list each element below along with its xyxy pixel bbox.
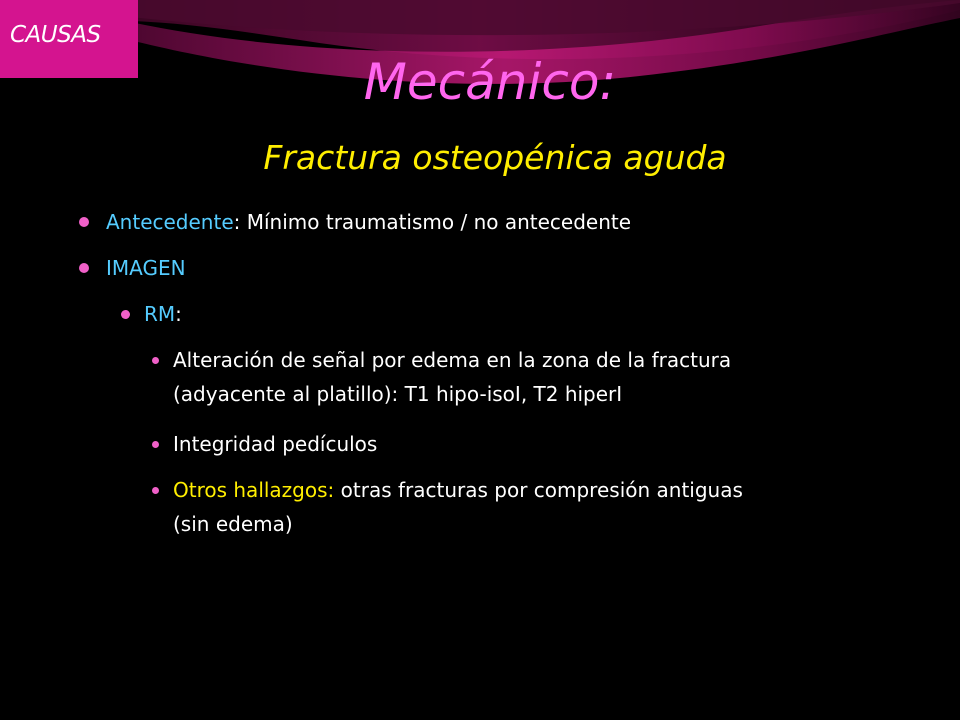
alteracion-line-2: (adyacente al platillo): T1 hipo-isoI, T2 hiperI	[173, 382, 623, 406]
antecedente-text: : Mínimo traumatismo / no antecedente	[233, 210, 632, 234]
list-item-rm	[144, 297, 182, 331]
bullet-dot-icon	[121, 310, 130, 319]
list-item-imagen	[106, 251, 186, 285]
list-item-antecedente	[106, 205, 631, 239]
bullet-dot-icon	[152, 441, 159, 448]
otros-line-2: (sin edema)	[173, 512, 293, 536]
rm-key: RM	[144, 302, 176, 326]
integridad-label: Integridad pedículos	[173, 432, 378, 456]
imagen-label: IMAGEN	[106, 256, 186, 280]
bullet-dot-icon	[152, 487, 159, 494]
bullet-dot-icon	[79, 217, 89, 227]
rm-text: :	[175, 302, 182, 326]
list-item-integridad	[173, 427, 377, 461]
slide-subtitle: Fractura osteopénica aguda	[263, 138, 727, 177]
bullet-dot-icon	[152, 357, 159, 364]
alteracion-line-1: Alteración de señal por edema en la zona de la fractura	[173, 348, 732, 372]
otros-text: otras fracturas por compresión antiguas	[334, 478, 743, 502]
antecedente-key: Antecedente	[106, 210, 234, 234]
list-item-alteracion	[173, 343, 731, 411]
otros-key: Otros hallazgos:	[173, 478, 335, 502]
bullet-dot-icon	[79, 263, 89, 273]
slide-title: Mecánico:	[363, 53, 617, 111]
section-tag-label: CAUSAS	[10, 22, 101, 48]
list-item-otros	[173, 473, 743, 541]
